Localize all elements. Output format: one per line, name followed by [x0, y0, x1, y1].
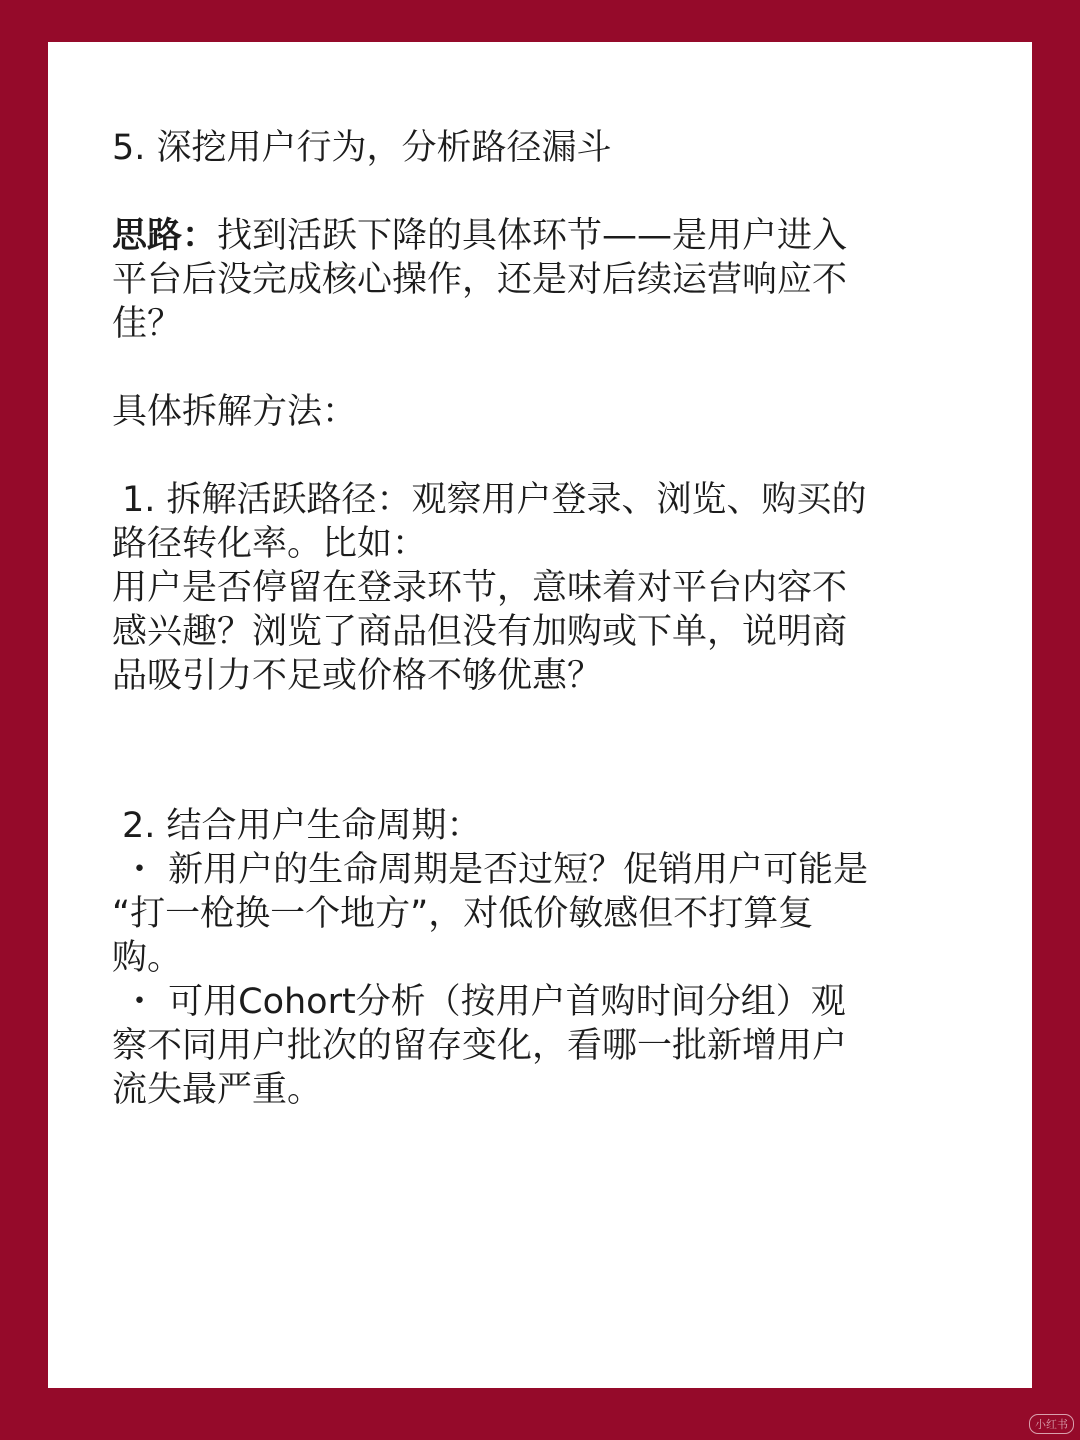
method-2-line-2: “打一枪换一个地方”，对低价敏感但不打算复 — [112, 894, 814, 934]
method-1-paragraph — [112, 478, 972, 698]
method-1-line-1: 1. 拆解活跃路径：观察用户登录、浏览、购买的 — [122, 480, 867, 520]
approach-line-3: 佳？ — [112, 304, 183, 344]
watermark-logo: 小红书 — [1029, 1414, 1074, 1434]
method-2-line-1: ・ 新用户的生命周期是否过短？促销用户可能是 — [122, 850, 869, 890]
methods-title: 具体拆解方法： — [112, 392, 358, 432]
approach-paragraph — [112, 214, 972, 346]
method-2-line-5: 察不同用户批次的留存变化，看哪一批新增用户 — [112, 1026, 848, 1066]
method-1-line-2: 路径转化率。比如： — [112, 524, 428, 564]
method-2-line-3: 购。 — [112, 938, 183, 978]
approach-line-2: 平台后没完成核心操作，还是对后续运营响应不 — [112, 260, 848, 300]
article-body — [112, 126, 972, 1112]
method-2-line-4: ・ 可用Cohort分析（按用户首购时间分组）观 — [122, 982, 846, 1022]
approach-label: 思路： — [112, 216, 218, 256]
method-2-title: 2. 结合用户生命周期： — [122, 806, 482, 846]
content-card — [48, 42, 1032, 1388]
method-2-line-6: 流失最严重。 — [112, 1070, 323, 1110]
approach-line-1: 找到活跃下降的具体环节——是用户进入 — [217, 216, 848, 256]
method-1-line-5: 品吸引力不足或价格不够优惠？ — [112, 656, 603, 696]
section-heading: 5. 深挖用户行为，分析路径漏斗 — [112, 128, 612, 168]
method-1-line-3: 用户是否停留在登录环节，意味着对平台内容不 — [112, 568, 848, 608]
method-2-paragraph — [112, 804, 972, 1112]
method-1-line-4: 感兴趣？浏览了商品但没有加购或下单，说明商 — [112, 612, 848, 652]
